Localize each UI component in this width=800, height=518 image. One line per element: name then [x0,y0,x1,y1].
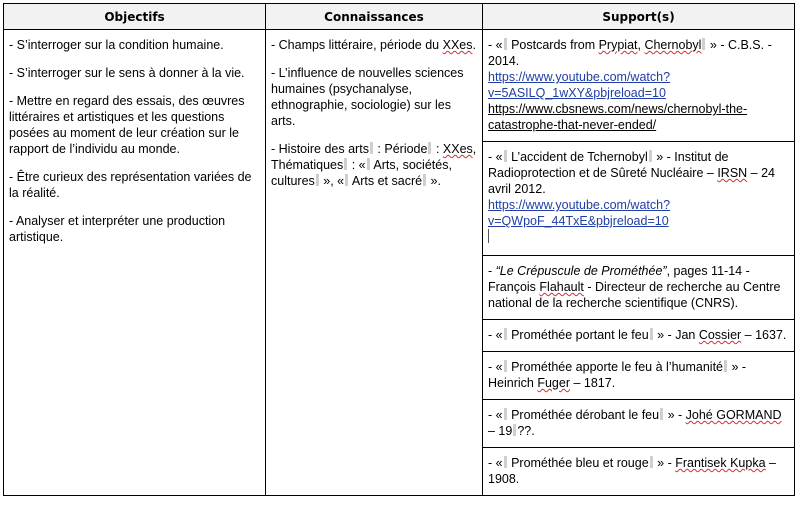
text-span: - « [488,38,503,52]
spellcheck-word: XXes [442,142,473,156]
spellcheck-word: Fuger [537,376,570,390]
text-span: : « [348,158,366,172]
text-cursor [488,229,489,243]
text-span: , Thématiques [271,142,477,172]
space-mark [513,424,516,436]
text-span: », « [319,174,345,188]
content-row [4,30,795,496]
text-span: Postcards from [507,38,599,52]
text-span: » - [664,408,686,422]
spellcheck-word: XXes [442,38,473,52]
space-mark [504,150,507,162]
text-span: Prométhée bleu et rouge [507,456,649,470]
text-span: – 24 avril 2012. [488,166,775,196]
header-connaissances: Connaissances [266,4,483,30]
space-mark [504,328,507,340]
curriculum-table [3,3,795,496]
supports-cell [483,30,795,496]
spellcheck-word: Flahault [539,280,584,294]
text-span: – 19 [488,424,513,438]
connaissances-cell [266,30,483,496]
space-mark [649,150,652,162]
text-span: Arts, sociétés, cultures [271,158,452,188]
text-span: – 1637. [741,328,787,342]
text-span: - « [488,150,503,164]
space-mark [504,456,507,468]
text-span: ». [427,174,441,188]
youtube-link[interactable]: https://www.youtube.com/watch?v=QWpoF_44TxE&pbjreload=10 [488,198,671,228]
text-span: - [488,264,496,278]
text-span: - Histoire des arts [271,142,369,156]
text-span: » - [653,456,676,470]
youtube-link[interactable]: https://www.youtube.com/watch?v=5ASILQ_1wXY&pbjreload=10 [488,70,671,100]
space-mark [344,158,347,170]
space-mark [367,158,370,170]
support-item-gormand [483,400,794,448]
text-span: , pages 11-14 - François [488,264,750,294]
space-mark [650,328,653,340]
space-mark [724,360,727,372]
text-span: - Directeur de recherche au Centre national de la recherche scientifique (CNRS). [488,280,781,310]
text-span: - « [488,360,503,374]
text-span: . [472,38,476,52]
cbsnews-url[interactable]: https://www.cbsnews.com/news/chernobyl-the-catastrophe-that-never-ended/ [488,102,748,132]
text-span: – 1817. [569,376,616,390]
text-span: ??. [517,424,535,438]
header-objectifs: Objectifs [4,4,266,30]
text-span: : [432,142,443,156]
space-mark [504,360,507,372]
support-item-kupka [483,448,794,495]
space-mark [702,38,705,50]
text-span: Prométhée apporte le feu à l’humanité [507,360,724,374]
spellcheck-word: Frantisek Kupka [675,456,766,470]
support-item-fuger [483,352,794,400]
space-mark [370,142,373,154]
space-mark [660,408,663,420]
text-span: » - Jan [653,328,699,342]
text-span: - Champs littéraire, période du [271,38,443,52]
header-row [4,4,795,30]
text-span: - « [488,456,503,470]
space-mark [504,408,507,420]
connaissance-item [271,141,477,189]
text-span: : Période [373,142,428,156]
objectifs-cell [4,30,266,496]
spellcheck-word: Johé GORMAND [685,408,782,422]
objectif-item: - S’interroger sur le sens à donner à la vie. [9,66,245,80]
space-mark [504,38,507,50]
text-span: Arts et sacré [349,174,423,188]
space-mark [316,174,319,186]
connaissance-item [271,37,477,53]
spellcheck-word: IRSN [717,166,748,180]
objectif-item: - Être curieux des représentation variées de la réalité. [9,170,252,200]
objectif-item: - Analyser et interpréter une production artistique. [9,214,226,244]
spellcheck-word: Chernobyl [644,38,702,52]
space-mark [345,174,348,186]
book-title: “Le Crépuscule de Prométhée” [495,264,667,278]
text-span: » - Institut de Radioprotection et de Sûreté Nucléaire – [488,150,729,180]
text-span: – 1908. [488,456,776,486]
support-item-tchernobyl [483,142,794,256]
connaissance-item: - L’influence de nouvelles sciences humaines (psychanalyse, ethnographie, sociologie) sur les arts. [271,66,464,128]
spellcheck-word: Cossier [698,328,742,342]
space-mark [650,456,653,468]
text-span: » - C.B.S. - 2014. [488,38,772,68]
text-span: , [637,38,645,52]
text-span: L’accident de Tchernobyl [507,150,648,164]
objectif-item: - Mettre en regard des essais, des œuvres littéraires et artistiques et les questions posées au moment de leur création sur le rapport de l’individu au monde. [9,94,245,156]
space-mark [423,174,426,186]
support-item-cossier [483,320,794,352]
spellcheck-word: Prypiat [598,38,638,52]
text-span: - « [488,408,503,422]
text-span: Prométhée dérobant le feu [507,408,660,422]
text-span: » - Heinrich [488,360,747,390]
objectif-item: - S’interroger sur la condition humaine. [9,38,224,52]
support-item-crepuscule [483,256,794,320]
support-item-postcards [483,30,794,142]
text-span: Prométhée portant le feu [507,328,649,342]
text-span: - « [488,328,503,342]
header-supports: Support(s) [483,4,795,30]
